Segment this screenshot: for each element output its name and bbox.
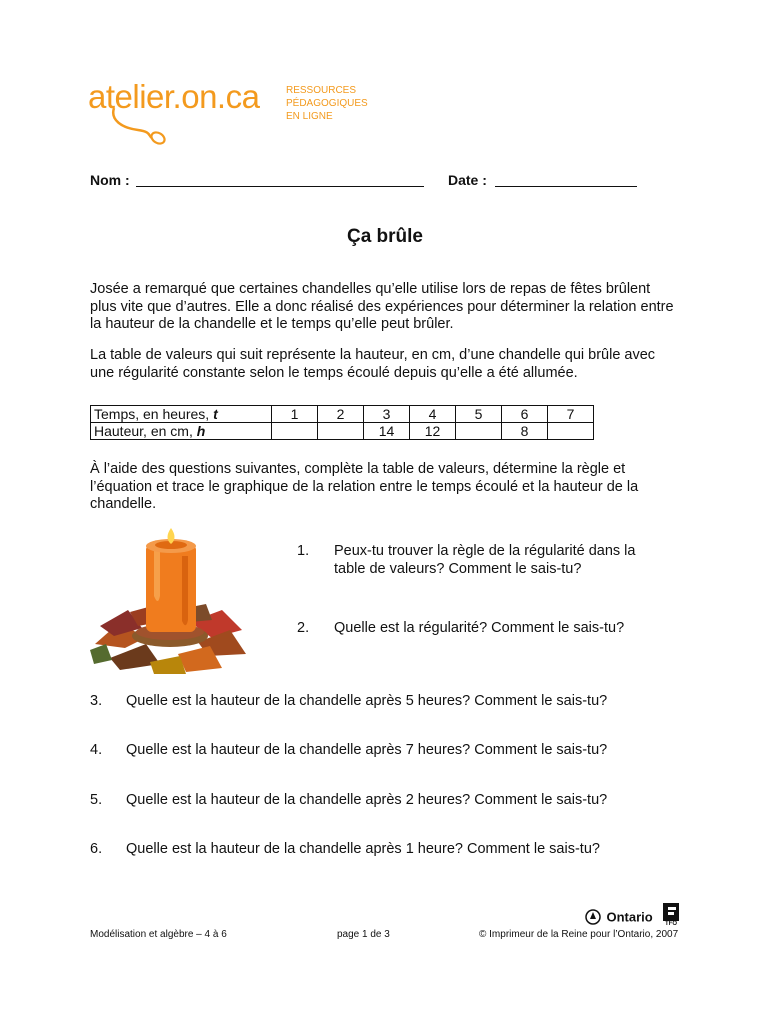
table-row-time: [91, 406, 594, 423]
question-number: 4.: [90, 742, 103, 758]
date-label: Date :: [448, 172, 487, 188]
candle-body: [146, 544, 196, 632]
table-row-height: [91, 423, 594, 440]
question-number: 3.: [90, 693, 103, 709]
time-cell: 1: [272, 406, 318, 423]
logo-subtitle-line: PÉDAGOGIQUES: [286, 98, 368, 109]
row-header-label: Temps, en heures,: [94, 406, 214, 422]
height-cell: 14: [364, 423, 410, 440]
values-table: [90, 405, 594, 440]
question-number: 5.: [90, 792, 103, 808]
logo-subtitle: [286, 84, 368, 123]
atelier-logo: [88, 76, 388, 146]
height-cell[interactable]: [456, 423, 502, 440]
tfo-icon: [663, 903, 679, 921]
variable-h: h: [196, 423, 206, 439]
footer-page-number: page 1 de 3: [337, 929, 390, 940]
logo-subtitle-line: RESSOURCES: [286, 85, 357, 96]
name-field[interactable]: [136, 172, 424, 187]
height-cell[interactable]: [548, 423, 594, 440]
question-text: Quelle est la hauteur de la chandelle après 5 heures? Comment le sais-tu?: [126, 693, 608, 709]
page-title: Ça brûle: [346, 226, 424, 247]
time-cell: 7: [548, 406, 594, 423]
row-header-time: [91, 406, 272, 423]
date-field[interactable]: [495, 172, 637, 187]
ontario-logo: [584, 908, 653, 928]
height-cell[interactable]: [272, 423, 318, 440]
question-text: Quelle est la régularité? Comment le sais-tu?: [334, 620, 625, 636]
height-cell[interactable]: [318, 423, 364, 440]
footer-copyright: © Imprimeur de la Reine pour l’Ontario, 2007: [479, 929, 679, 940]
question-number: 1.: [297, 543, 310, 559]
instructions-paragraph: À l’aide des questions suivantes, complète la table de valeurs, détermine la règle et l’équation et trace le graphique de la relation entre le temps écoulé et la hauteur de la chandelle.: [90, 461, 639, 512]
name-label: Nom :: [90, 172, 130, 188]
ontario-logo-text: Ontario: [606, 909, 653, 925]
intro-paragraph: Josée a remarqué que certaines chandelles qu’elle utilise lors de repas de fêtes brûlent plus vite que d’autres. Elle a donc réalisé des expériences pour déterminer la relation entre la hauteur de la chandelle et le temps qu’elle peut brûler.: [90, 281, 674, 332]
row-header-label: Hauteur, en cm,: [94, 423, 197, 439]
variable-t: t: [213, 406, 218, 422]
mouse-icon: [108, 106, 168, 146]
time-cell: 5: [456, 406, 502, 423]
logo-wordmark: atelier.on.ca: [88, 78, 260, 115]
time-cell: 6: [502, 406, 548, 423]
candle-illustration: [90, 526, 250, 676]
table-intro-paragraph: La table de valeurs qui suit représente la hauteur, en cm, d’une chandelle qui brûle avec une régularité constante selon le temps écoulé depuis qu’elle a été allumée.: [90, 347, 656, 381]
row-header-height: [91, 423, 272, 440]
question-text: Quelle est la hauteur de la chandelle après 1 heure? Comment le sais-tu?: [126, 841, 600, 857]
time-cell: 4: [410, 406, 456, 423]
question-number: 2.: [297, 620, 310, 636]
height-cell: 8: [502, 423, 548, 440]
question-number: 6.: [90, 841, 103, 857]
tfo-label: TFO: [665, 921, 677, 927]
question-text: Quelle est la hauteur de la chandelle après 7 heures? Comment le sais-tu?: [126, 742, 608, 758]
logo-subtitle-line: EN LIGNE: [286, 111, 333, 122]
time-cell: 3: [364, 406, 410, 423]
footer-course: Modélisation et algèbre – 4 à 6: [90, 929, 227, 940]
question-text: Quelle est la hauteur de la chandelle après 2 heures? Comment le sais-tu?: [126, 792, 608, 808]
height-cell: 12: [410, 423, 456, 440]
question-text: Peux-tu trouver la règle de la régularité dans la table de valeurs? Comment le sais-tu?: [334, 543, 636, 577]
trillium-icon: [584, 909, 602, 925]
tfo-logo: [662, 903, 680, 929]
time-cell: 2: [318, 406, 364, 423]
